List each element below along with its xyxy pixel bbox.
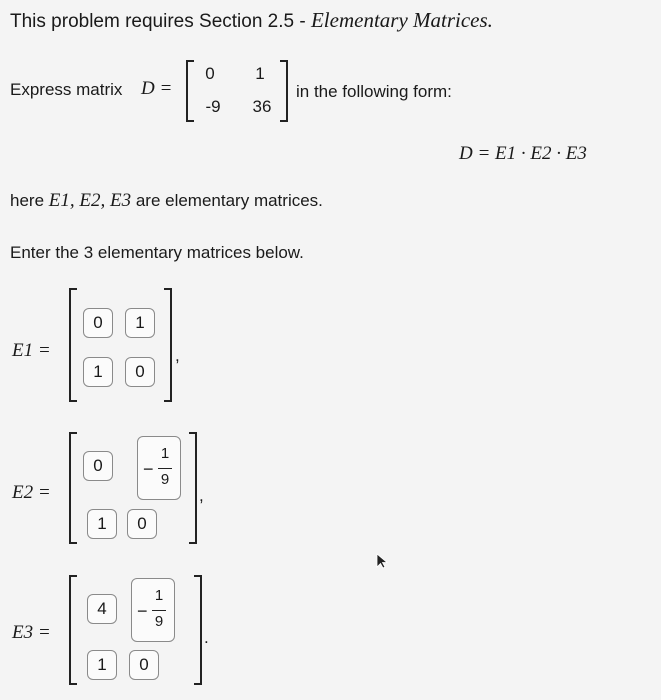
express-label: Express matrix [10, 80, 123, 99]
section-name: Elementary Matrices. [310, 8, 493, 32]
e3-label: E3 = [12, 622, 51, 643]
matrix-d-cell: 1 [255, 64, 265, 83]
where-line [10, 190, 323, 212]
e1-label: E1 = [12, 340, 51, 361]
title-prefix: This problem requires Section 2.5 - [10, 11, 311, 32]
e2-fraction-sign: − [143, 459, 154, 479]
e1-right-bracket [164, 288, 172, 402]
fraction-bar [152, 610, 166, 611]
e1-cell-r1c2[interactable]: 1 [125, 308, 155, 338]
equation-dot: · [556, 143, 562, 164]
matrix-d-cell: 0 [205, 64, 215, 83]
e1-cell-r2c2[interactable]: 0 [125, 357, 155, 387]
matrix-d-cell: -9 [205, 97, 221, 116]
equation-e1: E1 [495, 143, 517, 164]
instruction-text: Enter the 3 elementary matrices below. [10, 243, 304, 262]
e2-right-bracket [189, 432, 197, 544]
e3-left-bracket [69, 575, 77, 685]
where-suffix: are elementary matrices. [135, 191, 323, 210]
e2-cell-r2c1[interactable]: 1 [87, 509, 117, 539]
problem-title [10, 8, 493, 33]
e2-left-bracket [69, 432, 77, 544]
equation-dot: · [520, 143, 526, 164]
e2-fraction-denominator: 9 [160, 471, 170, 488]
e2-label: E2 = [12, 482, 51, 503]
equation-e3: E3 [565, 143, 587, 164]
e2-cell-r2c2[interactable]: 0 [127, 509, 157, 539]
matrix-d-left-bracket [186, 60, 194, 122]
matrix-d-right-bracket [280, 60, 288, 122]
matrix-d-symbol: D = [141, 78, 173, 99]
e1-cell-r2c1[interactable]: 1 [83, 357, 113, 387]
e3-right-bracket [194, 575, 202, 685]
equation-e2: E2 [530, 143, 552, 164]
following-form-text: in the following form: [296, 82, 452, 101]
e3-cell-r2c2[interactable]: 0 [129, 650, 159, 680]
e3-cell-r1c2[interactable] [131, 578, 175, 642]
e3-fraction-numerator: 1 [154, 587, 164, 604]
factorization-equation [459, 143, 587, 165]
e1-cell-r1c1[interactable]: 0 [83, 308, 113, 338]
fraction-bar [158, 468, 172, 469]
e2-cell-r1c2[interactable] [137, 436, 181, 500]
equation-lhs: D = [459, 143, 491, 164]
e3-cell-r1c1[interactable]: 4 [87, 594, 117, 624]
e2-cell-r1c1[interactable]: 0 [83, 451, 113, 481]
e3-cell-r2c1[interactable]: 1 [87, 650, 117, 680]
mouse-pointer-icon [376, 553, 390, 574]
e1-terminator: , [175, 346, 180, 365]
e2-terminator: , [199, 486, 204, 505]
where-prefix: here [10, 191, 45, 210]
e3-fraction-sign: − [137, 601, 148, 621]
e2-fraction-numerator: 1 [160, 445, 170, 462]
e3-terminator: . [204, 628, 209, 647]
matrix-d-cell: 36 [252, 97, 272, 116]
e3-fraction-denominator: 9 [154, 613, 164, 630]
where-names: E1, E2, E3 [48, 190, 132, 211]
e1-left-bracket [69, 288, 77, 402]
